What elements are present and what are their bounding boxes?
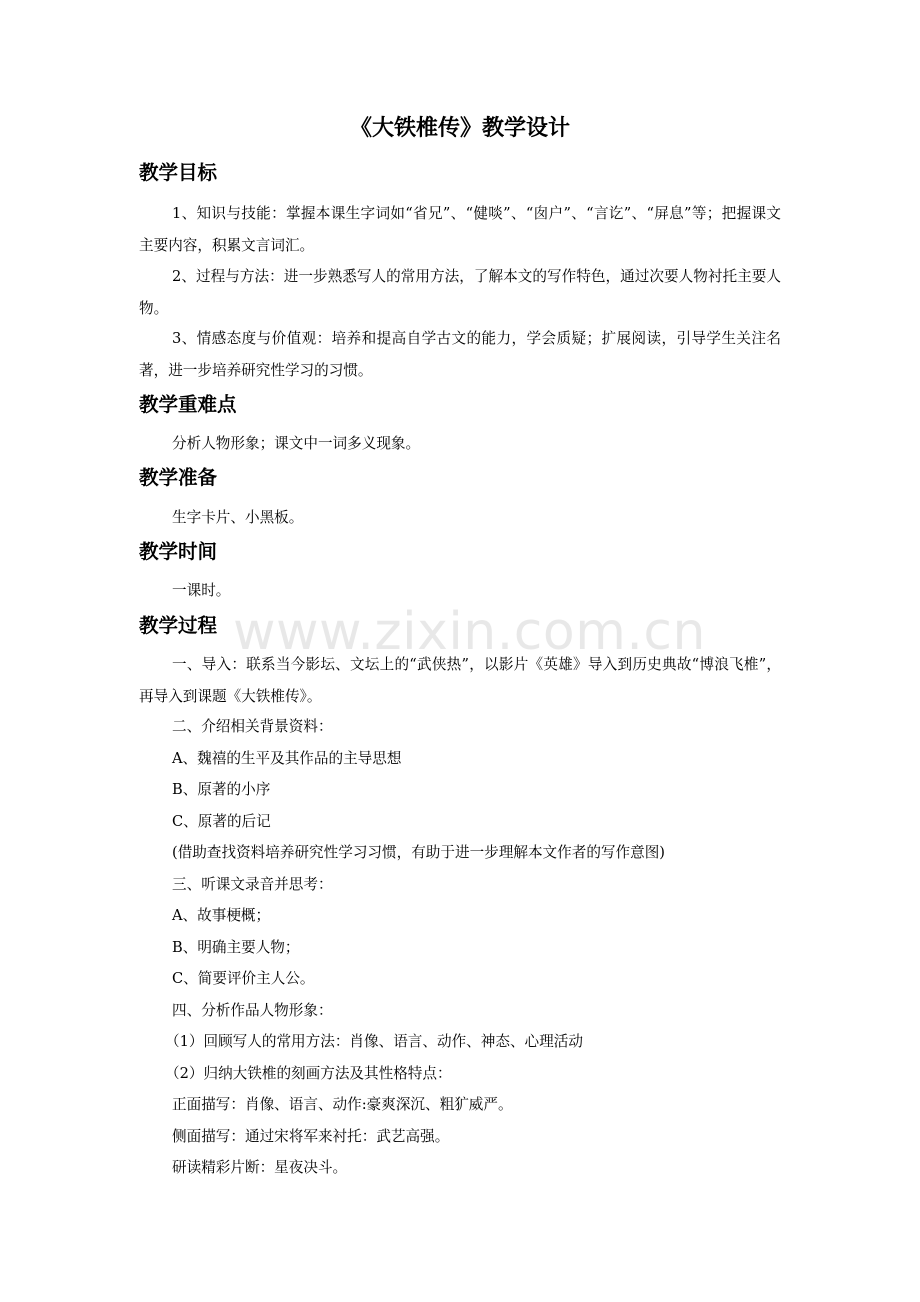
process-line: B、原著的小序 bbox=[172, 781, 271, 798]
process-line: C、简要评价主人公。 bbox=[172, 970, 315, 987]
process-line: 正面描写：肖像、语言、动作:豪爽深沉、粗犷威严。 bbox=[172, 1096, 513, 1113]
process-line: 研读精彩片断：星夜决斗。 bbox=[172, 1159, 348, 1176]
process-line: 侧面描写：通过宋将军来衬托：武艺高强。 bbox=[172, 1128, 450, 1145]
heading-teaching-time: 教学时间 bbox=[139, 540, 218, 563]
process-line: 三、听课文录音并思考： bbox=[172, 876, 333, 893]
heading-preparation: 教学准备 bbox=[139, 466, 218, 489]
watermark-text: www.zixin.com.cn bbox=[233, 602, 706, 662]
process-line: A、魏禧的生平及其作品的主导思想 bbox=[172, 750, 402, 767]
process-line: 二、介绍相关背景资料： bbox=[172, 718, 333, 735]
preparation-text: 生字卡片、小黑板。 bbox=[172, 509, 304, 526]
goal-process-method: 2、过程与方法：进一步熟悉写人的常用方法，了解本文的写作特色，通过次要人物衬托主要人物。 bbox=[139, 268, 781, 317]
goal-knowledge-skills: 1、知识与技能：掌握本课生字词如“省兄”、“健啖”、“囱户”、“言讫”、“屏息”等；把握课文主要内容，积累文言词汇。 bbox=[139, 205, 781, 254]
process-introduction: 一、导入：联系当今影坛、文坛上的“武侠热”，以影片《英雄》导入到历史典故“博浪飞椎”，再导入到课题《大铁椎传》。 bbox=[139, 656, 781, 705]
process-line: B、明确主要人物； bbox=[172, 939, 300, 956]
process-line: C、原著的后记 bbox=[172, 813, 271, 830]
key-points-text: 分析人物形象；课文中一词多义现象。 bbox=[172, 435, 421, 452]
process-line: （2）归纳大铁椎的刻画方法及其性格特点： bbox=[165, 1065, 452, 1082]
teaching-time-text: 一课时。 bbox=[172, 582, 231, 599]
process-line: (借助查找资料培养研究性学习习惯，有助于进一步理解本文作者的写作意图) bbox=[172, 844, 665, 861]
heading-teaching-goals: 教学目标 bbox=[139, 161, 218, 184]
heading-key-points: 教学重难点 bbox=[139, 393, 237, 416]
goal-emotion-values: 3、情感态度与价值观：培养和提高自学古文的能力，学会质疑；扩展阅读，引导学生关注名著，进一步培养研究性学习的习惯。 bbox=[139, 330, 781, 379]
process-line: 四、分析作品人物形象： bbox=[172, 1002, 333, 1019]
process-line: A、故事梗概； bbox=[172, 907, 271, 924]
document-title: 《大铁椎传》教学设计 bbox=[349, 116, 570, 141]
process-line: （1）回顾写人的常用方法：肖像、语言、动作、神态、心理活动 bbox=[165, 1033, 583, 1050]
heading-teaching-process: 教学过程 bbox=[139, 614, 218, 637]
